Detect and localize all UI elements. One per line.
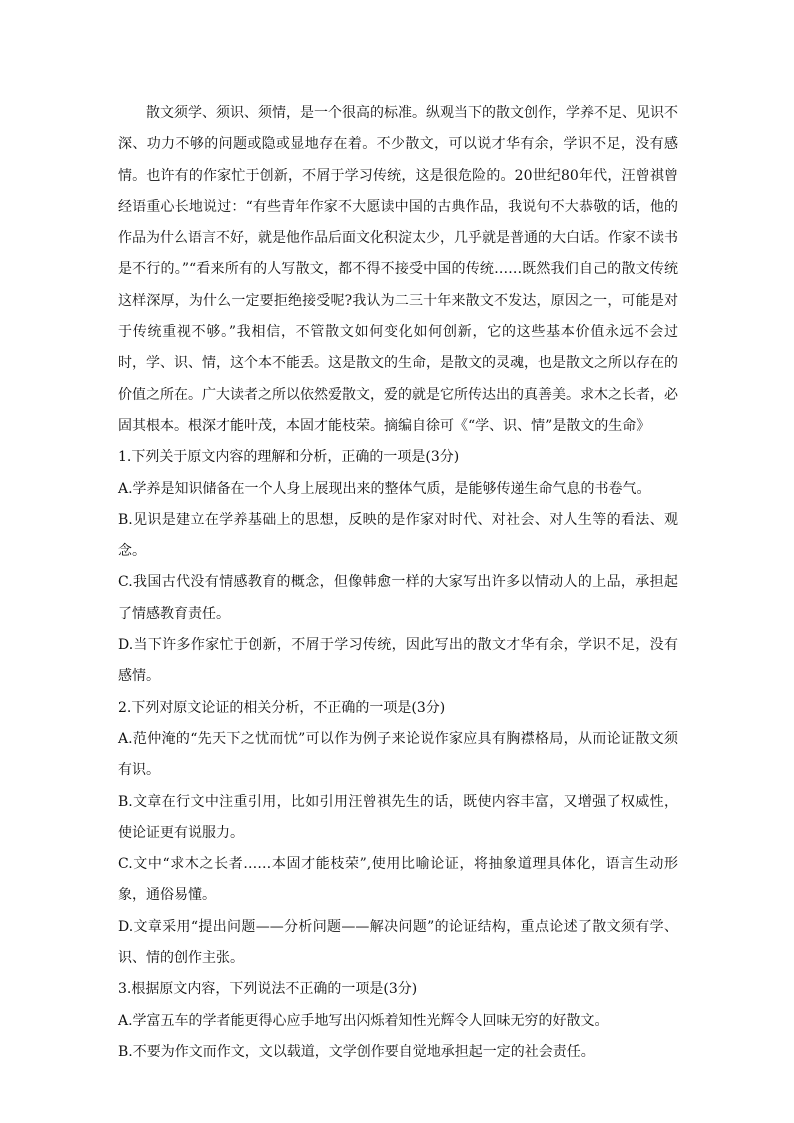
- question-stem: 3.根据原文内容，下列说法不正确的一项是(3分): [118, 981, 418, 998]
- question-1: [118, 442, 678, 692]
- option-b: B.见识是建立在学养基础上的思想，反映的是作家对时代、对社会、对人生等的看法、观念。: [118, 511, 678, 560]
- question-stem: 1.下列关于原文内容的理解和分析，正确的一项是(3分): [118, 449, 460, 466]
- question-3: [118, 974, 678, 1068]
- question-stem: 2.下列对原文论证的相关分析，不正确的一项是(3分): [118, 699, 446, 716]
- option-d: D.文章采用“提出问题——分析问题——解决问题”的论证结构，重点论述了散文须有学、识、情的创作主张。: [118, 918, 678, 967]
- option-a: A.学养是知识储备在一个人身上展现出来的整体气质，是能够传递生命气息的书卷气。: [118, 480, 651, 497]
- option-b: B.文章在行文中注重引用，比如引用汪曾祺先生的话，既使内容丰富，又增强了权威性，使论证更有说服力。: [118, 793, 678, 841]
- option-c: C.文中“求木之长者……本固才能枝荣”,使用比喻论证，将抽象道理具体化，语言生动形象，通俗易懂。: [118, 856, 678, 904]
- option-c: C.我国古代没有情感教育的概念，但像韩愈一样的大家写出许多以情动人的上品，承担起了情感教育责任。: [118, 574, 678, 622]
- question-2: [118, 693, 678, 975]
- option-a: A.范仲淹的“先天下之忧而忧”可以作为例子来论说作家应具有胸襟格局，从而论证散文须有识。: [118, 730, 678, 779]
- option-d: D.当下许多作家忙于创新，不屑于学习传统，因此写出的散文才华有余，学识不足，没有感情。: [118, 637, 678, 685]
- option-b: B.不要为作文而作文，文以载道，文学创作要自觉地承担起一定的社会责任。: [118, 1043, 595, 1060]
- document-page: [118, 98, 678, 1068]
- passage-paragraph: 散文须学、须识、须情，是一个很高的标准。纵观当下的散文创作，学养不足、见识不深、功力不够的问题或隐或显地存在着。不少散文，可以说才华有余，学识不足，没有感情。也许有的作家忙于创新，不屑于学习传统，这是很危险的。20世纪80年代，汪曾祺曾经语重心长地说过：“有些青年作家不大愿读中国的古典作品，我说句不大恭敬的话，他的作品为什么语言不好，就是他作品后面文化积淀太少，几乎就是普通的大白话。作家不读书是不行的。”“看来所有的人写散文，都不得不接受中国的传统……既然我们自己的散文传统这样深厚，为什么一定要拒绝接受呢?我认为二三十年来散文不发达，原因之一，可能是对于传统重视不够。”我相信，不管散文如何变化如何创新，它的这些基本价值永远不会过时，学、识、情，这个本不能丢。这是散文的生命，是散文的灵魂，也是散文之所以存在的价值之所在。广大读者之所以依然爱散文，爱的就是它所传达出的真善美。求木之长者，必固其根本。根深才能叶茂，本固才能枝荣。摘编自徐可《“学、识、情”是散文的生命》: [118, 105, 678, 434]
- option-a: A.学富五车的学者能更得心应手地写出闪烁着知性光辉令人回味无穷的好散文。: [118, 1012, 609, 1029]
